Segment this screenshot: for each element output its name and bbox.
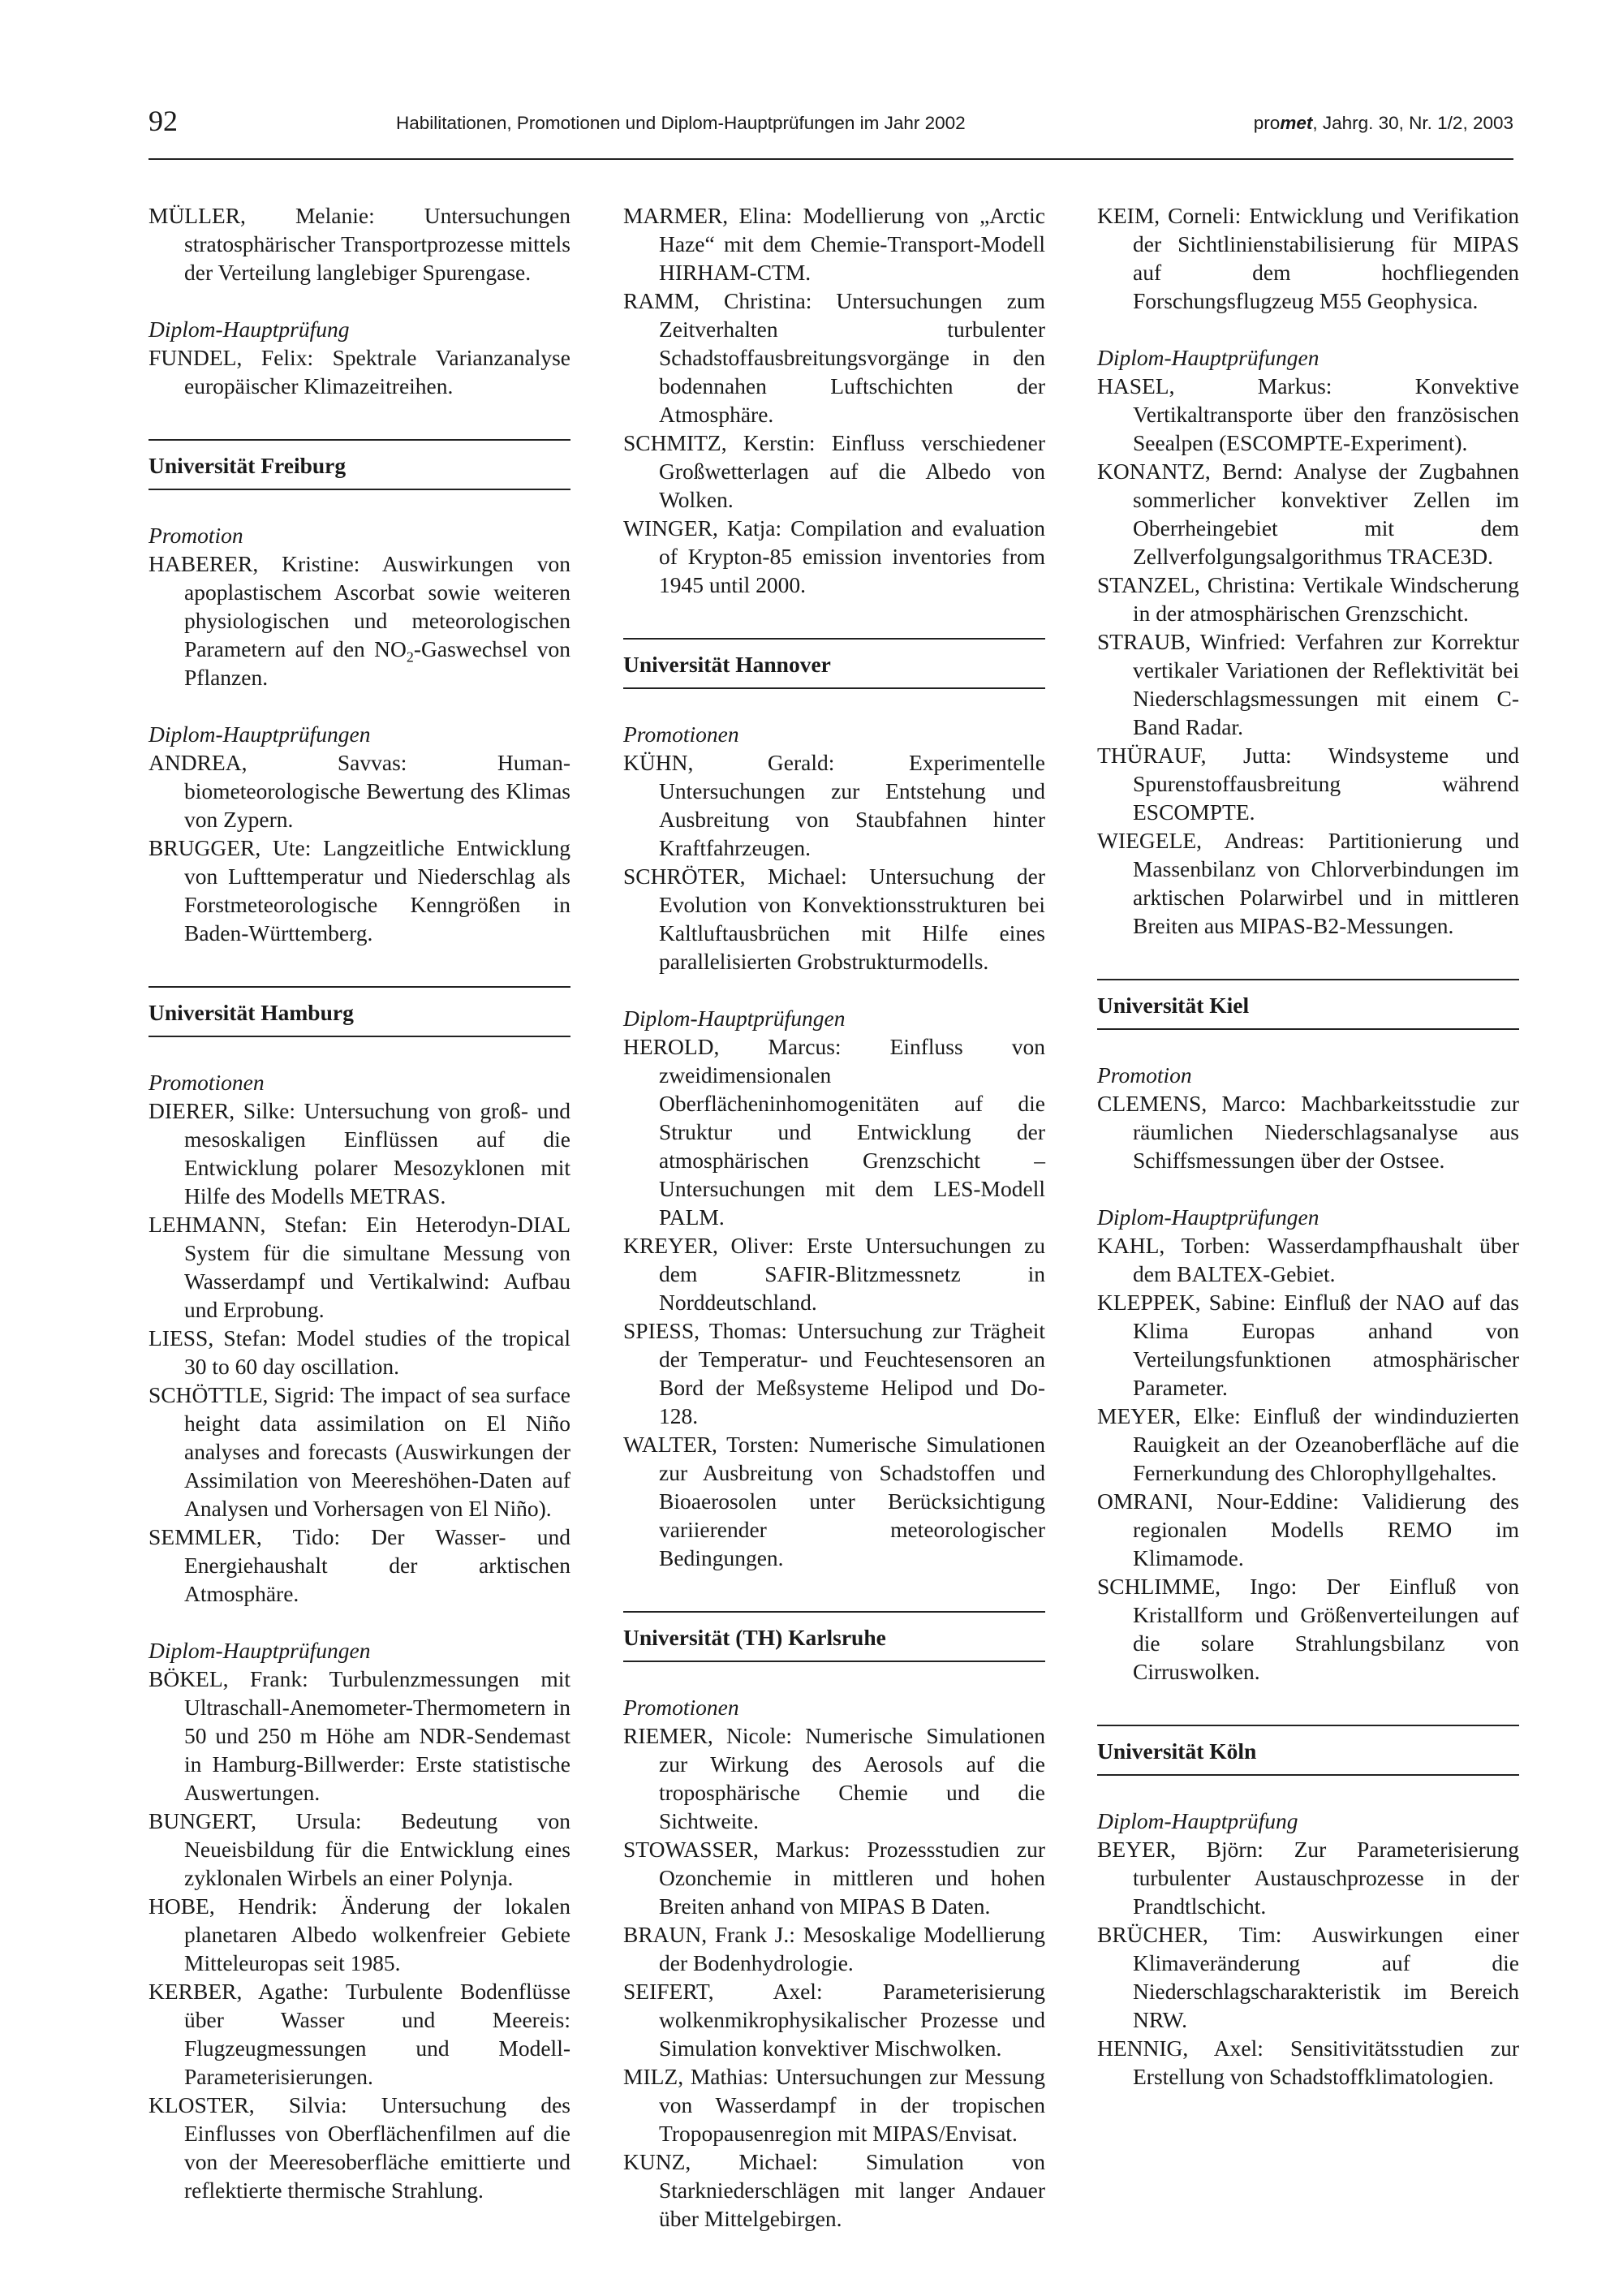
entry: KUNZ, Michael: Simulation von Starkniederschlägen mit langer Andauer über Mittelgebirgen.	[623, 2149, 1045, 2231]
entry: RAMM, Christina: Untersuchungen zum Zeitverhalten turbulenter Schadstoffausbreitungsvorgänge in den bodennahen Luftschichten der Atmosphäre.	[623, 288, 1045, 427]
journal-brand: met	[1280, 113, 1313, 133]
entry: HEROLD, Marcus: Einfluss von zweidimensionalen Oberflächeninhomogenitäten auf die Struktur und Entwicklung der atmosphärischen Grenzschicht – Untersuchungen mit dem LES-Modell PALM.	[623, 1034, 1045, 1230]
entry: STOWASSER, Markus: Prozessstudien zur Ozonchemie in mittleren und hohen Breiten anhand von MIPAS B Daten.	[623, 1837, 1045, 1919]
group-label: Diplom-Hauptprüfung	[1097, 1808, 1298, 1833]
entry: CLEMENS, Marco: Machbarkeitsstudie zur räumlichen Niederschlagsanalyse aus Schiffsmessungen über der Ostsee.	[1097, 1091, 1519, 1173]
entry: SEMMLER, Tido: Der Wasser- und Energiehaushalt der arktischen Atmosphäre.	[149, 1524, 570, 1606]
group-label: Diplom-Hauptprüfungen	[1097, 1204, 1319, 1230]
journal-prefix: pro	[1253, 113, 1281, 133]
entry: KAHL, Torben: Wasserdampfhaushalt über dem BALTEX-Gebiet.	[1097, 1233, 1519, 1286]
entry: SCHRÖTER, Michael: Untersuchung der Evolution von Konvektionsstrukturen bei Kaltluftausbrüchen mit Hilfe eines parallelisierten Grobstrukturmodells.	[623, 864, 1045, 974]
group-label: Promotionen	[623, 1695, 739, 1720]
entry: BÖKEL, Frank: Turbulenzmessungen mit Ultraschall-Anemometer-Thermometern in 50 und 250 m Höhe am NDR-Sendemast in Hamburg-Billwerder: Erste statistische Auswertungen.	[149, 1666, 570, 1805]
entry: HOBE, Hendrik: Änderung der lokalen planetaren Albedo wolkenfreier Gebiete Mitteleuropas seit 1985.	[149, 1893, 570, 1975]
entry: ANDREA, Savvas: Human-biometeorologische Bewertung des Klimas von Zypern.	[149, 750, 570, 832]
section-title-koeln: Universität Köln	[1097, 1725, 1519, 1776]
group-label: Promotion	[149, 523, 243, 548]
entry: BRÜCHER, Tim: Auswirkungen einer Klimaveränderung auf die Niederschlagscharakteristik im Bereich NRW.	[1097, 1922, 1519, 2032]
entry-text: -Gaswechsel von Pflanzen.	[184, 636, 570, 690]
group-label: Diplom-Hauptprüfungen	[623, 1006, 846, 1031]
entry: SCHMITZ, Kerstin: Einfluss verschiedener Großwetterlagen auf die Albedo von Wolken.	[623, 430, 1045, 512]
entry: SCHLIMME, Ingo: Der Einfluß von Kristallform und Größenverteilungen auf die solare Strahlungsbilanz von Cirruswolken.	[1097, 1574, 1519, 1684]
section-title-kiel: Universität Kiel	[1097, 979, 1519, 1030]
entry: BUNGERT, Ursula: Bedeutung von Neueisbildung für die Entwicklung eines zyklonalen Wirbels an einer Polynja.	[149, 1808, 570, 1890]
entry: LIESS, Stefan: Model studies of the tropical 30 to 60 day oscillation.	[149, 1325, 570, 1379]
entry: MEYER, Elke: Einfluß der windinduzierten Rauigkeit an der Ozeanoberfläche auf die Fernerkundung des Chlorophyllgehaltes.	[1097, 1403, 1519, 1485]
entry-subscript: 2	[406, 648, 414, 666]
entry: BEYER, Björn: Zur Parameterisierung turbulenter Austauschprozesse in der Prandtlschicht.	[1097, 1837, 1519, 1919]
group-label: Diplom-Hauptprüfungen	[1097, 345, 1319, 370]
section-title-hannover: Universität Hannover	[623, 638, 1045, 689]
entry: KERBER, Agathe: Turbulente Bodenflüsse über Wasser und Meereis: Flugzeugmessungen und Modell-Parameterisierungen.	[149, 1979, 570, 2089]
group-label: Diplom-Hauptprüfung	[149, 317, 350, 342]
section-title-hamburg: Universität Hamburg	[149, 986, 570, 1037]
entry: KREYER, Oliver: Erste Untersuchungen zu dem SAFIR-Blitzmessnetz in Norddeutschland.	[623, 1233, 1045, 1315]
entry: MÜLLER, Melanie: Untersuchungen stratosphärischer Transportprozesse mittels der Verteilung langlebiger Spurengase.	[149, 203, 570, 285]
entry: DIERER, Silke: Untersuchung von groß- und mesoskaligen Einflüssen auf die Entwicklung polarer Mesozyklonen mit Hilfe des Modells METRAS.	[149, 1098, 570, 1208]
column-middle	[623, 201, 1045, 2233]
entry: KEIM, Corneli: Entwicklung und Verifikation der Sichtlinienstabilisierung für MIPAS auf dem hochfliegenden Forschungsflugzeug M55 Geophysica.	[1097, 203, 1519, 313]
column-right	[1097, 201, 1519, 2091]
entry: MILZ, Mathias: Untersuchungen zur Messung von Wasserdampf in der tropischen Tropopausenregion mit MIPAS/Envisat.	[623, 2064, 1045, 2146]
page-header	[149, 101, 1513, 160]
entry-text: HABERER, Kristine: Auswirkungen von apoplastischem Ascorbat sowie weiteren physiologischen und meteorologischen Parametern auf den NO	[149, 551, 570, 661]
entry: BRAUN, Frank J.: Mesoskalige Modellierung der Bodenhydrologie.	[623, 1922, 1045, 1975]
entry: WALTER, Torsten: Numerische Simulationen zur Ausbreitung von Schadstoffen und Bioaerosolen unter Berücksichtigung variierender meteorologischer Bedingungen.	[623, 1432, 1045, 1570]
entry: SCHÖTTLE, Sigrid: The impact of sea surface height data assimilation on El Niño analyses and forecasts (Auswirkungen der Assimilation von Meereshöhen-Daten auf Analysen und Vorhersagen von El Niño).	[149, 1382, 570, 1521]
entry: HASEL, Markus: Konvektive Vertikaltransporte über den französischen Seealpen (ESCOMPTE-Experiment).	[1097, 373, 1519, 455]
entry: KÜHN, Gerald: Experimentelle Untersuchungen zur Entstehung und Ausbreitung von Staubfahnen hinter Kraftfahrzeugen.	[623, 750, 1045, 860]
entry: MARMER, Elina: Modellierung von „Arctic Haze“ mit dem Chemie-Transport-Modell HIRHAM-CTM.	[623, 203, 1045, 285]
page-number: 92	[149, 105, 178, 137]
entry: OMRANI, Nour-Eddine: Validierung des regionalen Modells REMO im Klimamode.	[1097, 1488, 1519, 1570]
entry: RIEMER, Nicole: Numerische Simulationen zur Wirkung des Aerosols auf die troposphärische Chemie und die Sichtweite.	[623, 1723, 1045, 1833]
entry: HENNIG, Axel: Sensitivitätsstudien zur Erstellung von Schadstoffklimatologien.	[1097, 2035, 1519, 2089]
column-left	[149, 201, 570, 2204]
entry: THÜRAUF, Jutta: Windsysteme und Spurenstoffausbreitung während ESCOMPTE.	[1097, 743, 1519, 825]
running-title: Habilitationen, Promotionen und Diplom-Hauptprüfungen im Jahr 2002	[396, 113, 966, 133]
entry: WIEGELE, Andreas: Partitionierung und Massenbilanz von Chlorverbindungen im arktischen Polarwirbel und in mittleren Breiten aus MIPAS-B2-Messungen.	[1097, 828, 1519, 938]
group-label: Promotionen	[149, 1070, 265, 1095]
section-title-karlsruhe: Universität (TH) Karlsruhe	[623, 1611, 1045, 1662]
entry: BRUGGER, Ute: Langzeitliche Entwicklung von Lufttemperatur und Niederschlag als Forstmeteorologische Kenngrößen in Baden-Württemberg.	[149, 835, 570, 946]
journal-citation	[1254, 111, 1513, 136]
group-label: Diplom-Hauptprüfungen	[149, 1638, 371, 1663]
group-label: Promotion	[1097, 1062, 1192, 1088]
group-label: Promotionen	[623, 722, 739, 747]
entry: STANZEL, Christina: Vertikale Windscherung in der atmosphärischen Grenzschicht.	[1097, 572, 1519, 626]
entry: LEHMANN, Stefan: Ein Heterodyn-DIAL System für die simultane Messung von Wasserdampf und Vertikalwind: Aufbau und Erprobung.	[149, 1212, 570, 1322]
entry: SEIFERT, Axel: Parameterisierung wolkenmikrophysikalischer Prozesse und Simulation konvektiver Mischwolken.	[623, 1979, 1045, 2061]
entry: KLEPPEK, Sabine: Einfluß der NAO auf das Klima Europas anhand von Verteilungsfunktionen atmosphärischer Parameter.	[1097, 1290, 1519, 1400]
entry: FUNDEL, Felix: Spektrale Varianzanalyse europäischer Klimazeitreihen.	[149, 345, 570, 398]
entry: WINGER, Katja: Compilation and evaluation of Krypton-85 emission inventories from 1945 until 2000.	[623, 515, 1045, 597]
section-title-freiburg: Universität Freiburg	[149, 439, 570, 490]
entry: STRAUB, Winfried: Verfahren zur Korrektur vertikaler Variationen der Reflektivität bei Niederschlagsmessungen mit einem C-Band Radar.	[1097, 629, 1519, 739]
entry: SPIESS, Thomas: Untersuchung zur Trägheit der Temperatur- und Feuchtesensoren an Bord der Meßsysteme Helipod und Do-128.	[623, 1318, 1045, 1428]
entry	[149, 549, 570, 691]
group-label: Diplom-Hauptprüfungen	[149, 722, 371, 747]
journal-suffix: , Jahrg. 30, Nr. 1/2, 2003	[1312, 113, 1513, 133]
entry: KONANTZ, Bernd: Analyse der Zugbahnen sommerlicher konvektiver Zellen im Oberrheingebiet mit dem Zellverfolgungsalgorithmus TRACE3D.	[1097, 459, 1519, 569]
entry: KLOSTER, Silvia: Untersuchung des Einflusses von Oberflächenfilmen auf die von der Meeresoberfläche emittierte und reflektierte thermische Strahlung.	[149, 2092, 570, 2203]
